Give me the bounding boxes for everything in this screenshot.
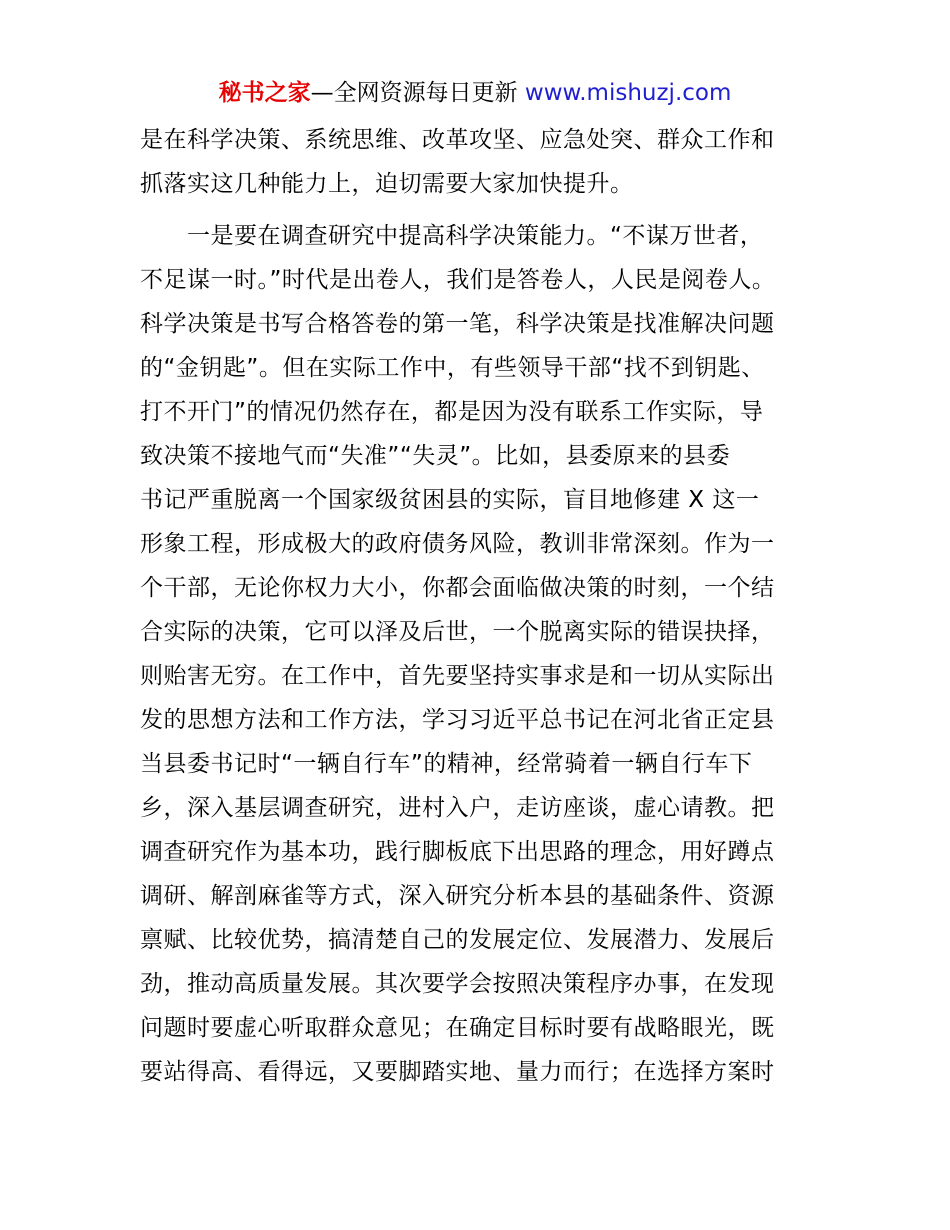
text-line: 书记严重脱离一个国家级贫困县的实际，盲目地修建 X 这一	[140, 487, 760, 513]
text-line: 乡，深入基层调查研究，进村入户，走访座谈，虚心请教。把	[140, 795, 775, 821]
text-line: 科学决策是书写合格答卷的第一笔，科学决策是找准解决问题	[140, 311, 775, 337]
text-line: 一是要在调查研究中提高科学决策能力。“不谋万世者，	[187, 223, 764, 249]
text-line: 打不开门”的情况仍然存在，都是因为没有联系工作实际，导	[140, 399, 764, 425]
site-url[interactable]: www.mishuzj.com	[524, 80, 732, 106]
text-line: 合实际的决策，它可以泽及后世，一个脱离实际的错误抉择，	[140, 619, 775, 645]
site-brand: 秘书之家	[218, 80, 311, 106]
text-line: 禀赋、比较优势，搞清楚自己的发展定位、发展潜力、发展后	[140, 927, 775, 953]
text-line: 要站得高、看得远，又要脚踏实地、量力而行；在选择方案时	[140, 1059, 775, 1085]
text-line: 不足谋一时。”时代是出卷人，我们是答卷人，人民是阅卷人。	[140, 267, 776, 293]
text-line: 发的思想方法和工作方法，学习习近平总书记在河北省正定县	[140, 707, 775, 733]
text-line: 抓落实这几种能力上，迫切需要大家加快提升。	[140, 171, 634, 197]
text-line: 的“金钥匙”。但在实际工作中，有些领导干部“找不到钥匙、	[140, 355, 765, 381]
text-line: 当县委书记时“一辆自行车”的精神，经常骑着一辆自行车下	[140, 751, 753, 777]
text-line: 调查研究作为基本功，践行脚板底下出思路的理念，用好蹲点	[140, 839, 775, 865]
text-line: 致决策不接地气而“失准”“失灵”。比如，县委原来的县委	[140, 443, 731, 469]
text-line: 劲，推动高质量发展。其次要学会按照决策程序办事，在发现	[140, 971, 775, 997]
text-line: 形象工程，形成极大的政府债务风险，教训非常深刻。作为一	[140, 531, 775, 557]
site-tagline: —全网资源每日更新	[310, 80, 525, 106]
text-line: 问题时要虚心听取群众意见；在确定目标时要有战略眼光，既	[140, 1015, 775, 1041]
text-line: 是在科学决策、系统思维、改革攻坚、应急处突、群众工作和	[140, 127, 775, 153]
text-line: 调研、解剖麻雀等方式，深入研究分析本县的基础条件、资源	[140, 883, 775, 909]
text-line: 则贻害无穷。在工作中，首先要坚持实事求是和一切从实际出	[140, 663, 775, 689]
text-line: 个干部，无论你权力大小，你都会面临做决策的时刻，一个结	[140, 575, 775, 601]
